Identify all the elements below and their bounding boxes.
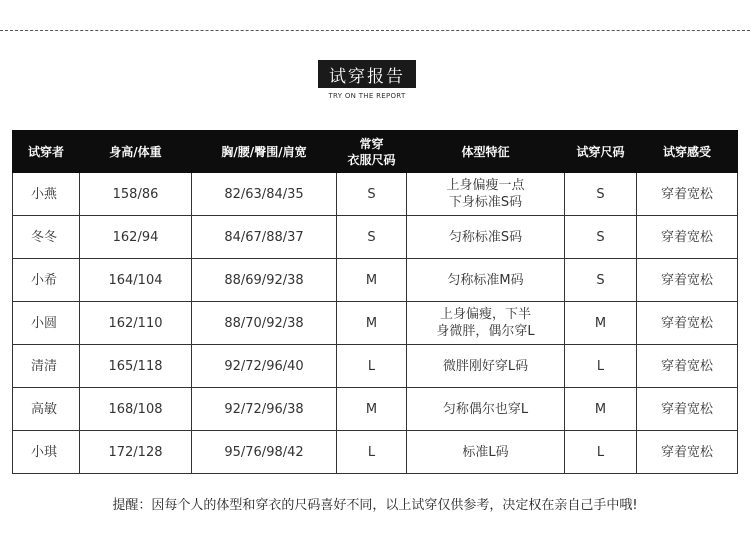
table-cell: 穿着宽松	[637, 259, 738, 302]
table-cell: 172/128	[80, 431, 192, 474]
table-cell: 清清	[13, 345, 80, 388]
table-row	[13, 388, 738, 431]
table-cell: S	[337, 173, 407, 216]
table-cell: M	[337, 388, 407, 431]
table-cell: 88/69/92/38	[192, 259, 337, 302]
table-cell: 165/118	[80, 345, 192, 388]
table-cell: L	[337, 431, 407, 474]
table-cell: 164/104	[80, 259, 192, 302]
table-cell: S	[337, 216, 407, 259]
table-cell: 匀称标准M码	[407, 259, 565, 302]
table-cell: 冬冬	[13, 216, 80, 259]
table-row	[13, 302, 738, 345]
table-cell: L	[337, 345, 407, 388]
column-header: 身高/体重	[80, 131, 192, 173]
table-cell: 88/70/92/38	[192, 302, 337, 345]
table-cell: 上身偏瘦一点 下身标准S码	[407, 173, 565, 216]
table-cell: L	[565, 431, 637, 474]
table-header-row	[13, 131, 738, 173]
footer-note: 提醒：因每个人的体型和穿衣的尺码喜好不同，以上试穿仅供参考，决定权在亲自己手中哦!	[112, 498, 638, 513]
table-cell: 82/63/84/35	[192, 173, 337, 216]
table-cell: S	[565, 259, 637, 302]
table-cell: 162/110	[80, 302, 192, 345]
column-header: 常穿 衣服尺码	[337, 131, 407, 173]
table-cell: 84/67/88/37	[192, 216, 337, 259]
table-cell: 小希	[13, 259, 80, 302]
table-cell: 小琪	[13, 431, 80, 474]
column-header: 试穿感受	[637, 131, 738, 173]
table-cell: 小燕	[13, 173, 80, 216]
table-cell: S	[565, 216, 637, 259]
table-cell: M	[565, 302, 637, 345]
table-cell: 穿着宽松	[637, 388, 738, 431]
table-cell: 匀称标准S码	[407, 216, 565, 259]
table-row	[13, 431, 738, 474]
table-cell: S	[565, 173, 637, 216]
table-cell: 158/86	[80, 173, 192, 216]
column-header: 试穿尺码	[565, 131, 637, 173]
table-cell: 上身偏瘦，下半 身微胖，偶尔穿L	[407, 302, 565, 345]
table-cell: 标准L码	[407, 431, 565, 474]
column-header: 胸/腰/臀围/肩宽	[192, 131, 337, 173]
table-cell: L	[565, 345, 637, 388]
column-header: 体型特征	[407, 131, 565, 173]
table-cell: 小圆	[13, 302, 80, 345]
table-cell: M	[337, 302, 407, 345]
report-title: 试穿报告	[318, 60, 416, 88]
table-cell: 穿着宽松	[637, 173, 738, 216]
table-row	[13, 259, 738, 302]
table-cell: 162/94	[80, 216, 192, 259]
table-cell: 穿着宽松	[637, 431, 738, 474]
dashed-divider	[0, 30, 750, 31]
table-cell: 穿着宽松	[637, 302, 738, 345]
table-cell: M	[565, 388, 637, 431]
table-cell: 168/108	[80, 388, 192, 431]
table-cell: 穿着宽松	[637, 216, 738, 259]
table-body	[13, 173, 738, 474]
table-cell: 95/76/98/42	[192, 431, 337, 474]
table-cell: 微胖刚好穿L码	[407, 345, 565, 388]
try-on-table	[12, 130, 738, 474]
table-cell: 92/72/96/38	[192, 388, 337, 431]
report-subtitle: TRY ON THE REPORT	[328, 92, 406, 100]
table-row	[13, 173, 738, 216]
table-row	[13, 216, 738, 259]
table-cell: 匀称偶尔也穿L	[407, 388, 565, 431]
table-cell: 高敏	[13, 388, 80, 431]
table-cell: 92/72/96/40	[192, 345, 337, 388]
table-cell: 穿着宽松	[637, 345, 738, 388]
column-header: 试穿者	[13, 131, 80, 173]
table-row	[13, 345, 738, 388]
table-cell: M	[337, 259, 407, 302]
